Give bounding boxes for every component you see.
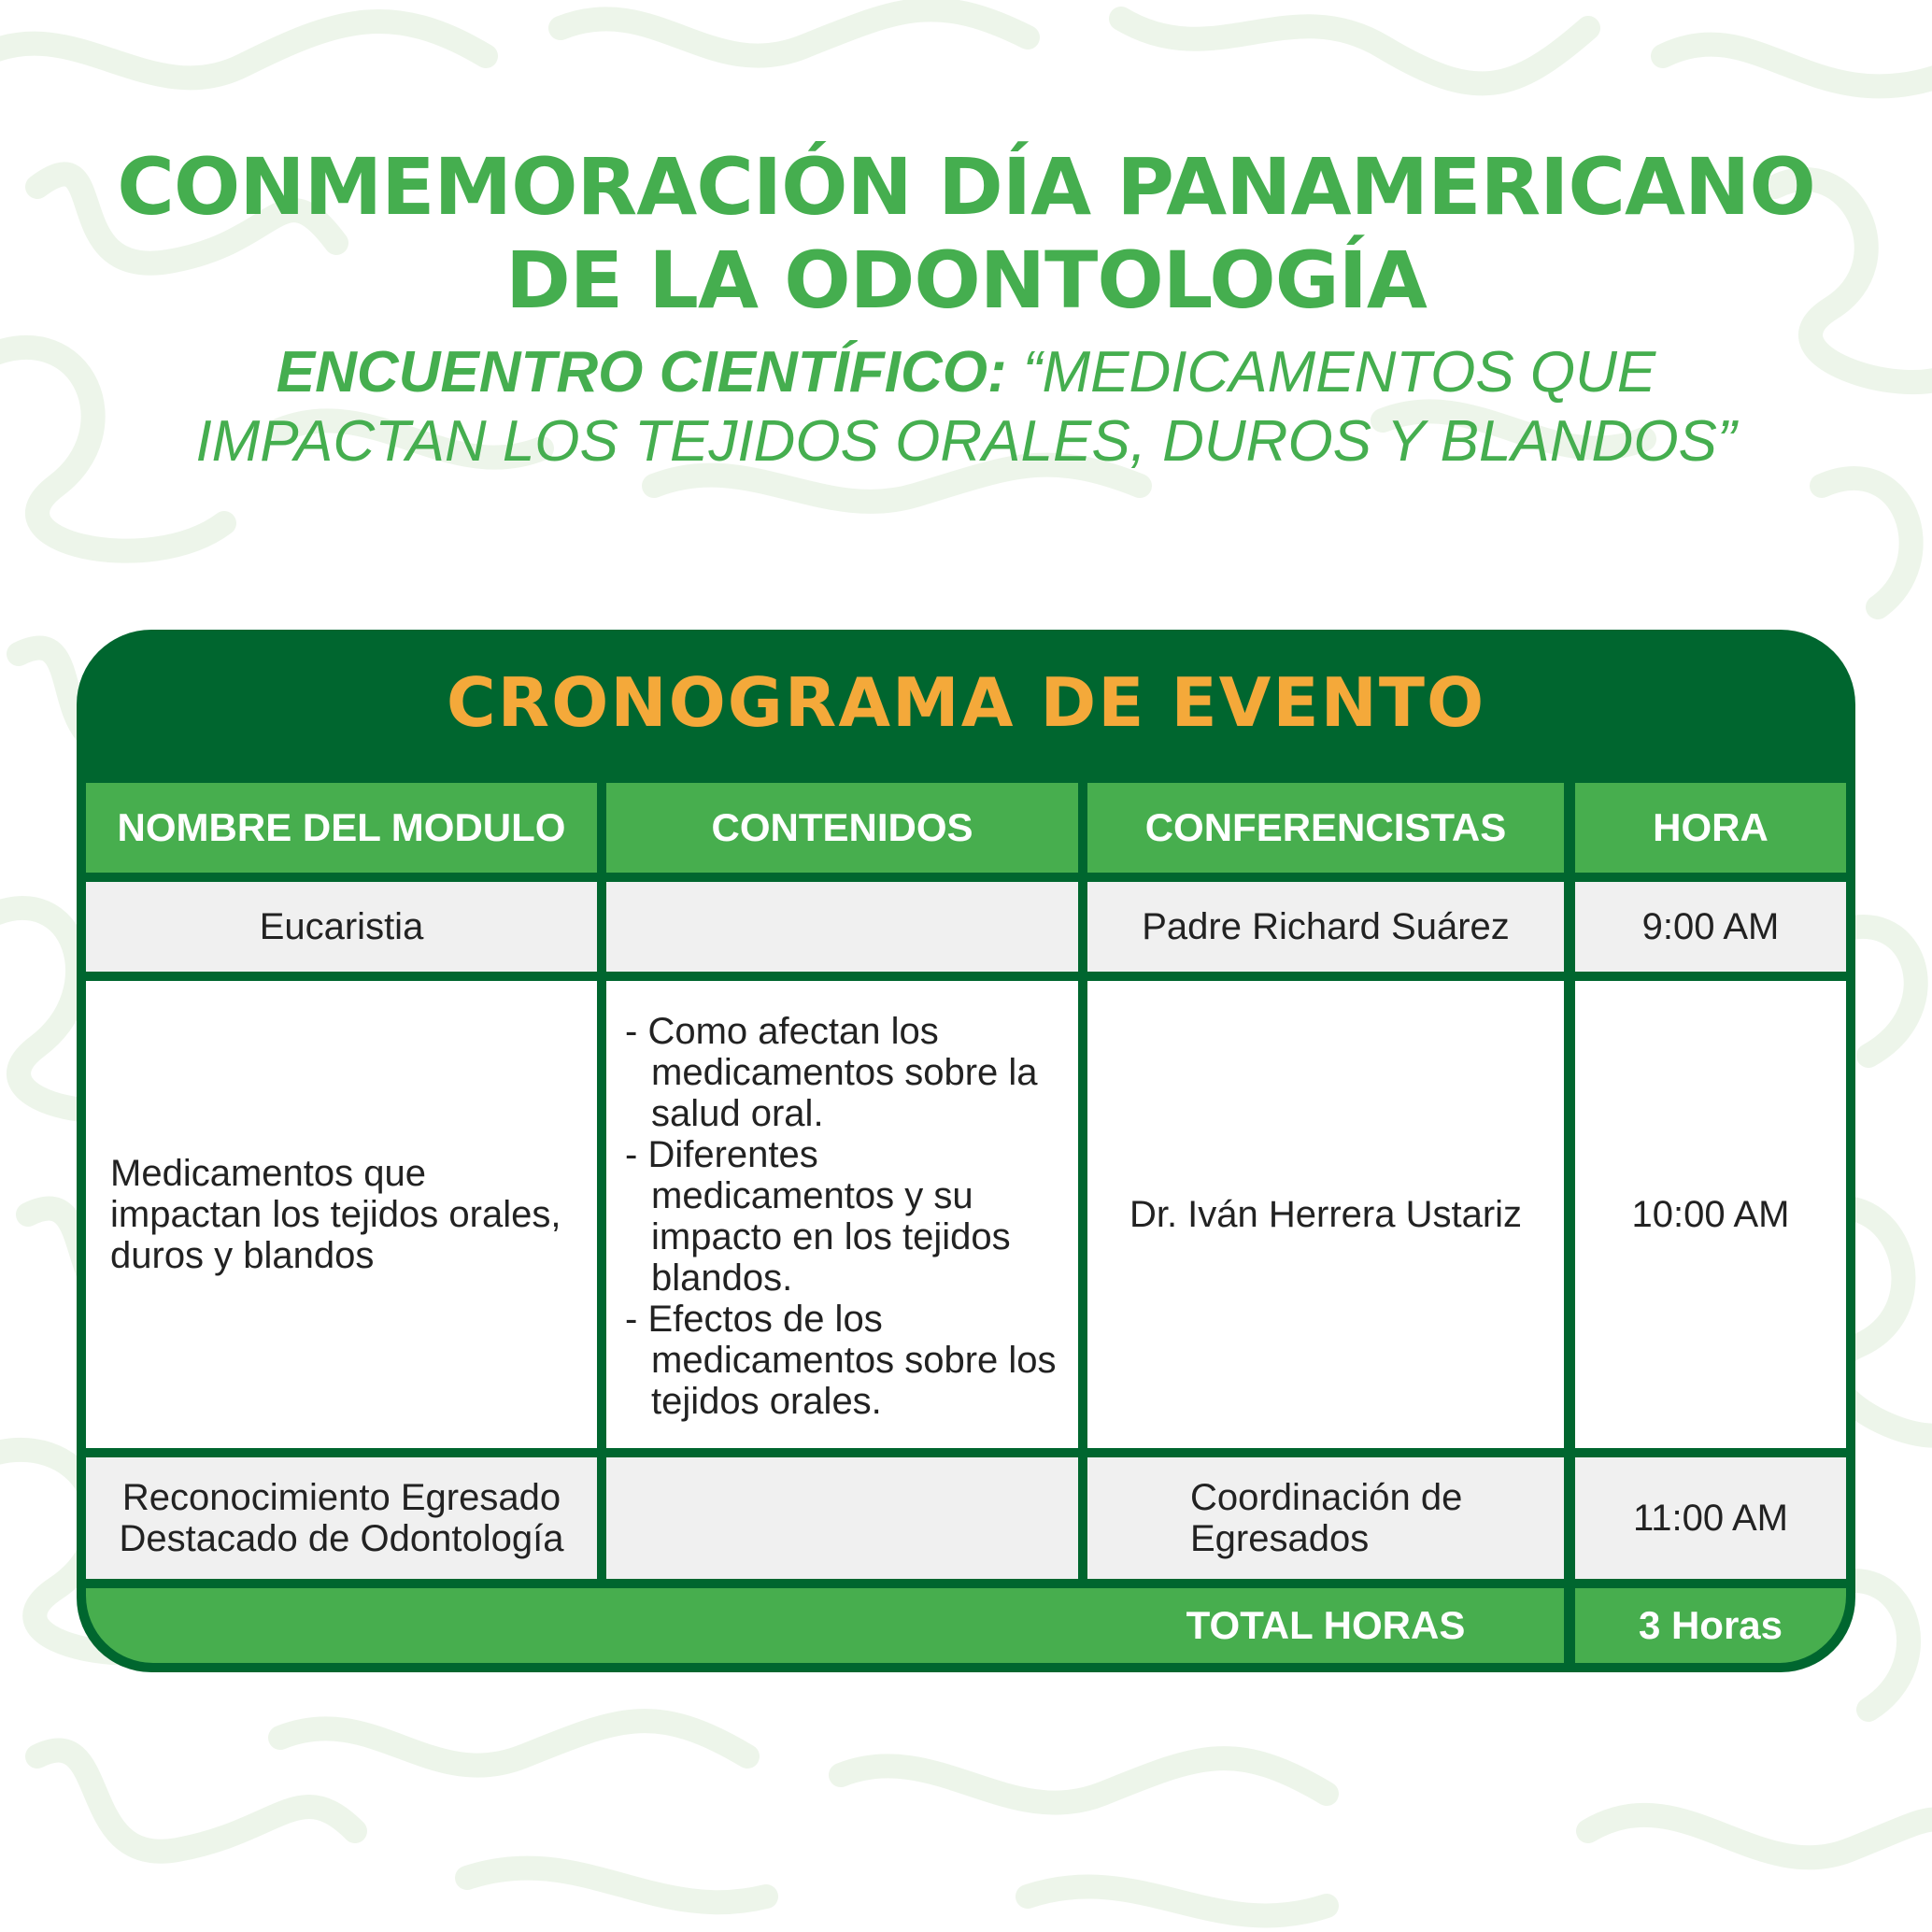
table-row-2-speaker <box>1087 981 1564 1448</box>
table-row-1-time <box>1575 882 1846 972</box>
row-2-time-text: 10:00 AM <box>1631 1194 1790 1235</box>
subtitle <box>0 338 1932 476</box>
schedule-title: CRONOGRAMA DE EVENTO <box>446 663 1486 742</box>
title-line-2: DE LA ODONTOLOGÍA <box>505 234 1427 326</box>
total-hours-value: 3 Horas <box>1638 1603 1783 1647</box>
list-item: - Como afectan los medicamentos sobre la salud oral. <box>625 1011 1069 1134</box>
row-2-module-text: Medicamentos que impactan los tejidos orales, duros y blandos <box>110 1153 561 1276</box>
table-row-2-contents <box>606 981 1078 1448</box>
subtitle-strong: ENCUENTRO CIENTÍFICO: <box>276 340 1007 405</box>
row-1-module-text: Eucaristia <box>259 906 424 947</box>
row-2-speaker-text: Dr. Iván Herrera Ustariz <box>1129 1194 1523 1235</box>
header <box>0 140 1932 476</box>
column-header-module: NOMBRE DEL MODULO <box>86 783 597 873</box>
total-hours-label: TOTAL HORAS <box>1186 1603 1466 1647</box>
row-3-module-text: Reconocimiento Egresado Destacado de Odontología <box>119 1477 564 1559</box>
schedule-card <box>77 630 1855 1672</box>
column-header-contents: CONTENIDOS <box>606 783 1078 873</box>
column-header-speakers: CONFERENCISTAS <box>1087 783 1564 873</box>
table-row-3-contents <box>606 1457 1078 1579</box>
title-line-1: CONMEMORACIÓN DÍA PANAMERICANO <box>117 141 1815 233</box>
row-2-contents-list <box>625 1011 1069 1422</box>
total-row-divider <box>1564 1588 1575 1663</box>
subtitle-line-1-rest: “MEDICAMENTOS QUE <box>1006 340 1656 405</box>
table-row-3-module <box>86 1457 597 1579</box>
subtitle-line-2: IMPACTAN LOS TEJIDOS ORALES, DUROS Y BLANDOS” <box>195 409 1737 474</box>
table-row-2-time <box>1575 981 1846 1448</box>
table-row-3-speaker <box>1087 1457 1564 1579</box>
page-title <box>0 140 1932 327</box>
column-header-time: HORA <box>1575 783 1846 873</box>
list-item: - Efectos de los medicamentos sobre los tejidos orales. <box>625 1299 1069 1422</box>
row-1-time-text: 9:00 AM <box>1641 906 1780 947</box>
table-row-1-contents <box>606 882 1078 972</box>
row-3-speaker-text: Coordinación de Egresados <box>1190 1477 1463 1559</box>
row-3-time-text: 11:00 AM <box>1632 1498 1789 1539</box>
table-row-3-time <box>1575 1457 1846 1579</box>
row-1-speaker-text: Padre Richard Suárez <box>1142 906 1510 947</box>
table-row-2-module <box>86 981 597 1448</box>
table-row-1-module <box>86 882 597 972</box>
table-row-1-speaker <box>1087 882 1564 972</box>
list-item: - Diferentes medicamentos y su impacto en los tejidos blandos. <box>625 1134 1069 1299</box>
